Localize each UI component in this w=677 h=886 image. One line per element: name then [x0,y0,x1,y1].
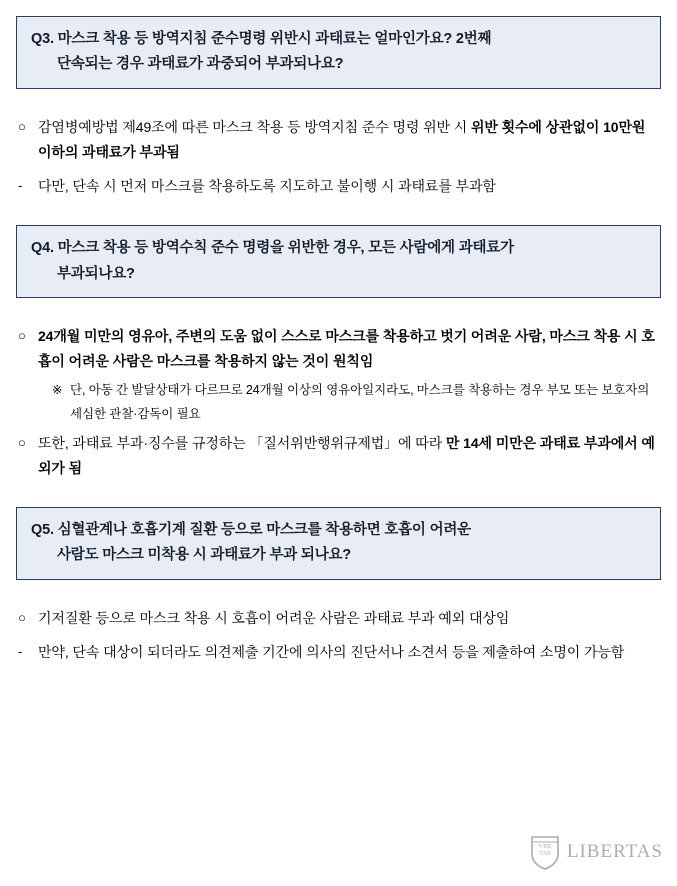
top-spacer [0,0,677,16]
question-box-q3 [16,16,661,89]
answer-text: 만약, 단속 대상이 되더라도 의견제출 기간에 의사의 진단서나 소견서 등을 제출하여 소명이 가능함 [38,644,625,660]
shield-icon [530,834,560,870]
answer-text [38,431,659,481]
bullet-circle-icon: ○ [18,434,26,450]
question-line: 사람도 마스크 미착용 시 과태료가 부과 되나요? [57,547,351,564]
shield-text [532,843,558,858]
spacer [0,481,677,507]
answer-subnote [52,379,659,425]
answer-item [18,431,659,481]
bullet-circle-icon: ○ [18,118,26,134]
spacer [0,199,677,225]
answer-text: 24개월 미만의 영유아, 주변의 도움 없이 스스로 마스크를 착용하고 벗기 어려운 사람, 마스크 착용 시 호흡이 어려운 사람은 마스크를 착용하지 않는 것이 원칙임 [38,328,655,370]
answer-item [18,174,659,199]
answer-text [38,115,659,165]
bullet-asterisk-icon: ※ [52,383,63,398]
answer-text-part-bold: 위반 횟수에 상관없이 10만원 이하의 과태료가 부과됨 [38,118,646,160]
answer-text-part: 또한, 과태료 부과·징수를 규정하는 「질서위반행위규제법」에 따라 [38,434,446,451]
answer-item [18,640,659,665]
bullet-circle-icon: ○ [18,328,26,344]
answer-block-q3 [18,115,659,200]
question-line: 단속되는 경우 과태료가 과중되어 부과되나요? [57,56,344,73]
answer-item [18,115,659,165]
answer-text-part: 감염병예방법 제49조에 따른 마스크 착용 등 방역지침 준수 명령 위반 시 [38,118,471,135]
question-line: Q3. 마스크 착용 등 방역지침 준수명령 위반시 과태료는 얼마인가요? 2번째 [31,31,492,47]
question-line: Q5. 심혈관계나 호흡기계 질환 등으로 마스크를 착용하면 호흡이 어려운 [31,522,471,539]
spacer [18,165,659,174]
answer-item [18,606,659,631]
spacer [0,89,677,115]
bullet-dash-icon: - [18,644,23,659]
answer-block-q4 [18,324,659,481]
question-box-q5 [16,507,661,580]
bullet-circle-icon: ○ [18,609,26,625]
answer-item [18,324,659,374]
question-line: 부과되나요? [57,265,135,282]
question-line: Q4. 마스크 착용 등 방역수칙 준수 명령을 위반한 경우, 모든 사람에게 과태료가 [31,240,514,257]
answer-block-q5 [18,606,659,665]
spacer [0,580,677,606]
spacer [18,631,659,640]
answer-subnote-text: 단, 아동 간 발달상태가 다르므로 24개월 이상의 영유아일지라도, 마스크를 착용하는 경우 부모 또는 보호자의 세심한 관찰·감독이 필요 [70,383,650,421]
answer-text-part-bold: 만 14세 미만은 과태료 부과에서 예외가 됨 [38,434,655,476]
shield-text-line1: VER [538,843,552,850]
answer-text: 다만, 단속 시 먼저 마스크를 착용하도록 지도하고 불이행 시 과태료를 부과함 [38,178,496,195]
bullet-dash-icon: - [18,178,23,194]
watermark-text: LIBERTAS [566,841,663,862]
shield-text-line2: TAS [538,850,551,858]
watermark [530,834,663,870]
answer-text: 기저질환 등으로 마스크 착용 시 호흡이 어려운 사람은 과태료 부과 예외 대상임 [38,609,510,626]
question-box-q4 [16,225,661,298]
spacer [0,298,677,324]
